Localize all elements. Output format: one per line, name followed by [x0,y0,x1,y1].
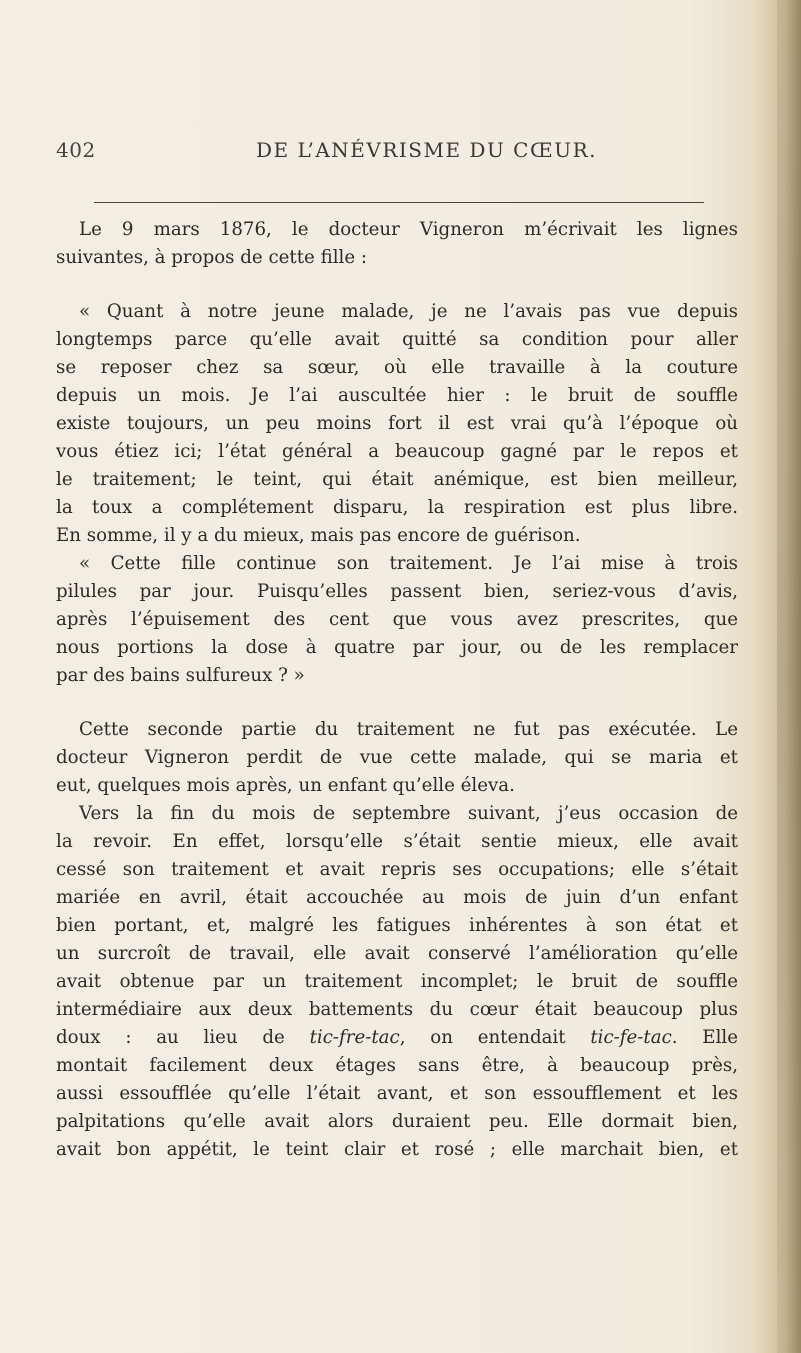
text-line: la revoir. En effet, lorsqu’elle s’était sentie mieux, elle avait [56,831,738,852]
text-line: bien portant, et, malgré les fatigues inhérentes à son état et [56,915,738,936]
text-line: nous portions la dose à quatre par jour, ou de les remplacer [56,637,738,658]
text-line: « Quant à notre jeune malade, je ne l’avais pas vue depuis [79,301,738,322]
text-line: montait facilement deux étages sans être, à beaucoup près, [56,1055,738,1076]
italic-onomatopoeia: tic-fre-tac [309,1027,400,1048]
text-line: le traitement; le teint, qui était anémique, est bien meilleur, [56,469,738,490]
text-line: depuis un mois. Je l’ai auscultée hier : le bruit de souffle [56,385,738,406]
text-line: après l’épuisement des cent que vous avez prescrites, que [56,609,738,630]
text-line: En somme, il y a du mieux, mais pas encore de guérison. [56,525,581,546]
page-edge-shadow [777,0,801,1353]
header-rule [94,202,704,203]
text-line: suivantes, à propos de cette fille : [56,247,368,268]
text-line: Le 9 mars 1876, le docteur Vigneron m’écrivait les lignes [79,219,738,240]
text-line: vous étiez ici; l’état général a beaucoup gagné par le repos et [56,441,738,462]
page-header [56,138,736,168]
text-line: pilules par jour. Puisqu’elles passent bien, seriez-vous d’avis, [56,581,738,602]
text-fragment: . Elle [671,1027,738,1048]
italic-onomatopoeia: tic-fe-tac [590,1027,672,1048]
text-line: eut, quelques mois après, un enfant qu’elle éleva. [56,775,515,796]
text-fragment: , on entendait [399,1027,591,1048]
text-line: par des bains sulfureux ? » [56,665,305,686]
text-line: longtemps parce qu’elle avait quitté sa condition pour aller [56,329,738,350]
text-line: palpitations qu’elle avait alors duraient peu. Elle dormait bien, [56,1111,738,1132]
text-line: Cette seconde partie du traitement ne fut pas exécutée. Le [79,719,738,740]
page-number: 402 [56,138,96,162]
text-line: intermédiaire aux deux battements du cœur était beaucoup plus [56,999,738,1020]
text-line: « Cette fille continue son traitement. Je l’ai mise à trois [79,553,738,574]
text-line: avait obtenue par un traitement incomplet; le bruit de souffle [56,971,738,992]
text-line: la toux a complétement disparu, la respiration est plus libre. [56,497,738,518]
text-line: cessé son traitement et avait repris ses occupations; elle s’était [56,859,738,880]
running-title: DE L’ANÉVRISME DU CŒUR. [256,138,597,162]
text-line: Vers la fin du mois de septembre suivant, j’eus occasion de [79,803,738,824]
text-line: avait bon appétit, le teint clair et rosé ; elle marchait bien, et [56,1139,738,1160]
text-line: aussi essoufflée qu’elle l’était avant, et son essoufflement et les [56,1083,738,1104]
text-line: se reposer chez sa sœur, où elle travaille à la couture [56,357,738,378]
text-line: docteur Vigneron perdit de vue cette malade, qui se maria et [56,747,738,768]
text-line: existe toujours, un peu moins fort il est vrai qu’à l’époque où [56,413,738,434]
text-fragment: doux : au lieu de [56,1027,310,1048]
text-line-mixed [56,1024,738,1052]
text-line: un surcroît de travail, elle avait conservé l’amélioration qu’elle [56,943,738,964]
text-line: mariée en avril, était accouchée au mois de juin d’un enfant [56,887,738,908]
